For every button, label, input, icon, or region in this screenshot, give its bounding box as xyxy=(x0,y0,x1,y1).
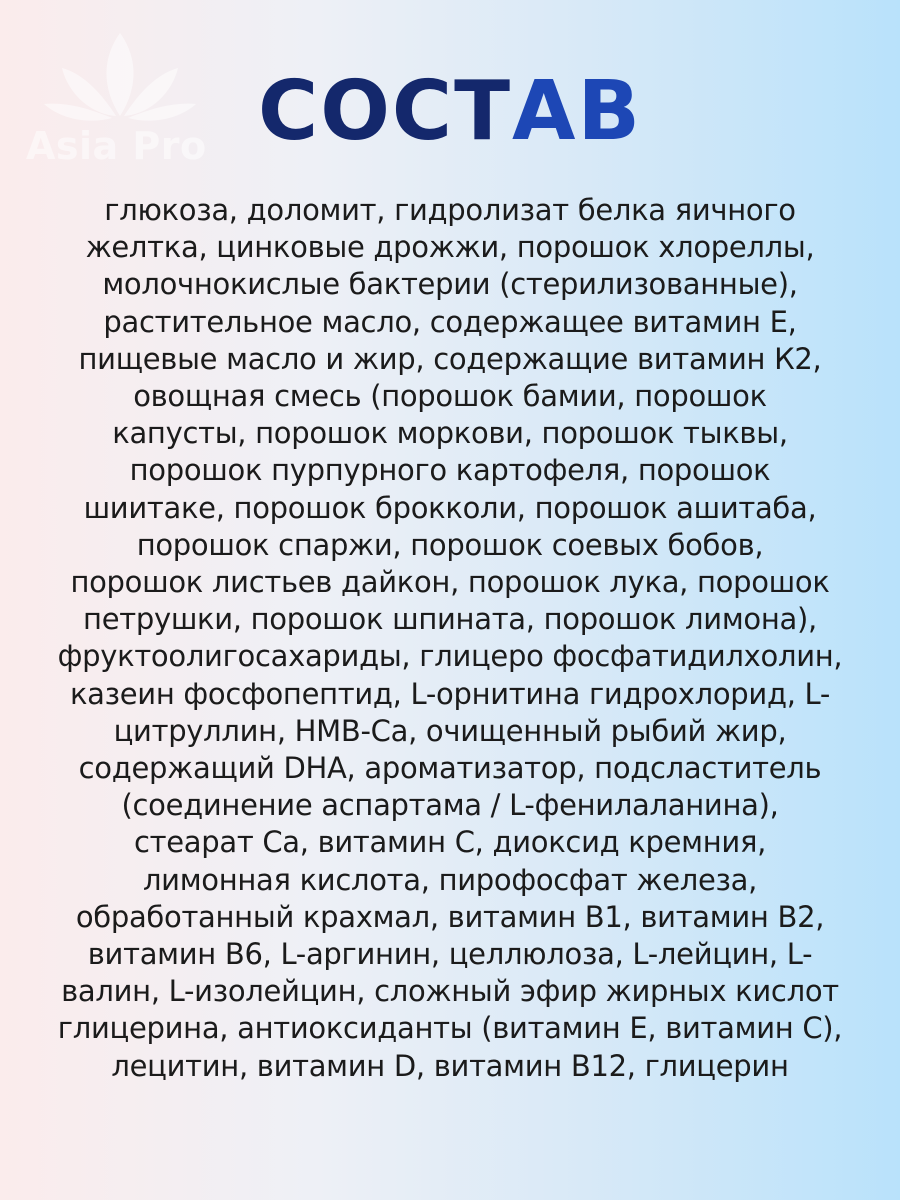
ingredients-line: стеарат Са, витамин С, диоксид кремния, xyxy=(133,825,767,860)
ingredients-line: валин, L-изолейцин, сложный эфир жирных кислот xyxy=(61,974,839,1009)
ingredients-line: содержащий DHA, ароматизатор, подсластитель xyxy=(78,751,822,786)
ingredients-line: желтка, цинковые дрожжи, порошок хлореллы, xyxy=(85,230,815,265)
ingredients-line: глюкоза, доломит, гидролизат белка яичного xyxy=(104,193,796,227)
ingredients-line: петрушки, порошок шпината, порошок лимона), xyxy=(83,602,817,637)
ingredients-line: шиитаке, порошок брокколи, порошок ашитаба, xyxy=(83,490,817,525)
ingredients-line: лецитин, витамин D, витамин В12, глицерин xyxy=(111,1048,789,1083)
ingredients-line: витамин В6, L-аргинин, целлюлоза, L-лейцин, L- xyxy=(87,937,813,972)
title-part-dark: СОСТ xyxy=(258,64,513,159)
ingredients-line: казеин фосфопептид, L-орнитина гидрохлорид, L- xyxy=(69,676,831,711)
ingredients-line: цитруллин, HMB-Ca, очищенный рыбий жир, xyxy=(113,713,787,748)
ingredients-text xyxy=(50,192,850,1085)
ingredients-line: растительное масло, содержащее витамин Е, xyxy=(103,304,797,339)
ingredients-line: порошок листьев дайкон, порошок лука, порошок xyxy=(70,565,830,600)
watermark-text: Asia Pro xyxy=(26,124,207,168)
ingredients-line: обработанный крахмал, витамин В1, витамин В2, xyxy=(75,899,825,934)
ingredients-line: (соединение аспартама / L-фенилаланина), xyxy=(121,788,779,823)
page-title xyxy=(0,62,900,162)
ingredients-line: молочнокислые бактерии (стерилизованные), xyxy=(102,267,798,302)
ingredients-line: порошок спаржи, порошок соевых бобов, xyxy=(136,527,764,562)
ingredients-line: лимонная кислота, пирофосфат железа, xyxy=(142,862,758,897)
ingredients-line: капусты, порошок моркови, порошок тыквы, xyxy=(112,416,788,451)
ingredients-line: порошок пурпурного картофеля, порошок xyxy=(129,453,771,488)
ingredients-line: глицерина, антиоксиданты (витамин Е, витамин С), xyxy=(57,1011,843,1046)
ingredients-line: пищевые масло и жир, содержащие витамин К2, xyxy=(78,341,822,376)
ingredients-line: овощная смесь (порошок бамии, порошок xyxy=(133,379,767,414)
ingredients-line: фруктоолигосахариды, глицеро фосфатидилхолин, xyxy=(57,639,843,674)
title-part-blue: АВ xyxy=(512,64,642,159)
